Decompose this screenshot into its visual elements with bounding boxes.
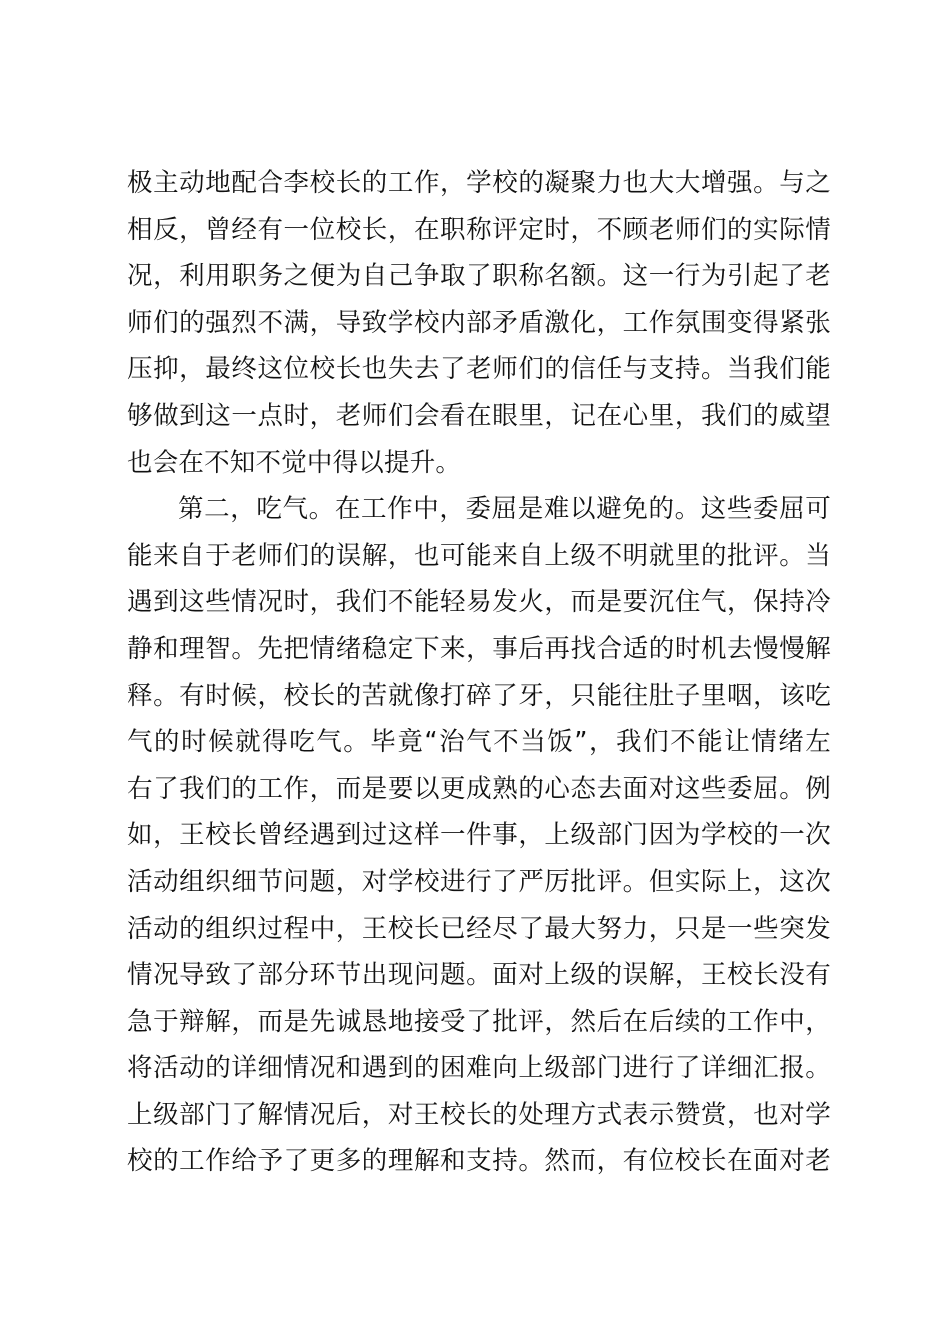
document-body	[127, 160, 831, 1185]
text-line: 够做到这一点时，老师们会看在眼里，记在心里，我们的威望	[127, 400, 831, 431]
text-line: 极主动地配合李校长的工作，学校的凝聚力也大大增强。与之	[127, 168, 831, 198]
text-line: 校的工作给予了更多的理解和支持。然而，有位校长在面对老	[127, 1146, 831, 1177]
text-line: 右了我们的工作，而是要以更成熟的心态去面对这些委屈。例	[127, 773, 831, 804]
text-line: 压抑，最终这位校长也失去了老师们的信任与支持。当我们能	[127, 354, 831, 385]
text-line: 也会在不知不觉中得以提升。	[127, 447, 462, 478]
text-line: 急于辩解，而是先诚恳地接受了批评，然后在后续的工作中，	[127, 1006, 831, 1037]
text-line: 如，王校长曾经遇到过这样一件事，上级部门因为学校的一次	[127, 820, 831, 851]
text-line: 活动组织细节问题，对学校进行了严厉批评。但实际上，这次	[127, 866, 831, 897]
text-line: 情况导致了部分环节出现问题。面对上级的误解，王校长没有	[127, 960, 831, 991]
text-line: 况，利用职务之便为自己争取了职称名额。这一行为引起了老	[127, 261, 831, 292]
text-line: 气的时候就得吃气。毕竟“治气不当饭”，我们不能让情绪左	[127, 727, 831, 758]
text-line: 活动的组织过程中，王校长已经尽了最大努力，只是一些突发	[127, 913, 831, 944]
text-line: 遇到这些情况时，我们不能轻易发火，而是要沉住气，保持冷	[127, 587, 831, 618]
text-line: 师们的强烈不满，导致学校内部矛盾激化，工作氛围变得紧张	[127, 307, 831, 338]
text-line: 将活动的详细情况和遇到的困难向上级部门进行了详细汇报。	[127, 1053, 831, 1084]
paragraph-start-line: 第二，吃气。在工作中，委屈是难以避免的。这些委屈可	[178, 494, 831, 525]
text-line: 释。有时候，校长的苦就像打碎了牙，只能往肚子里咽，该吃	[127, 680, 831, 711]
text-line: 静和理智。先把情绪稳定下来，事后再找合适的时机去慢慢解	[127, 633, 831, 664]
text-line: 能来自于老师们的误解，也可能来自上级不明就里的批评。当	[127, 540, 831, 571]
text-line: 上级部门了解情况后，对王校长的处理方式表示赞赏，也对学	[127, 1099, 831, 1130]
text-line: 相反，曾经有一位校长，在职称评定时，不顾老师们的实际情	[127, 214, 831, 245]
